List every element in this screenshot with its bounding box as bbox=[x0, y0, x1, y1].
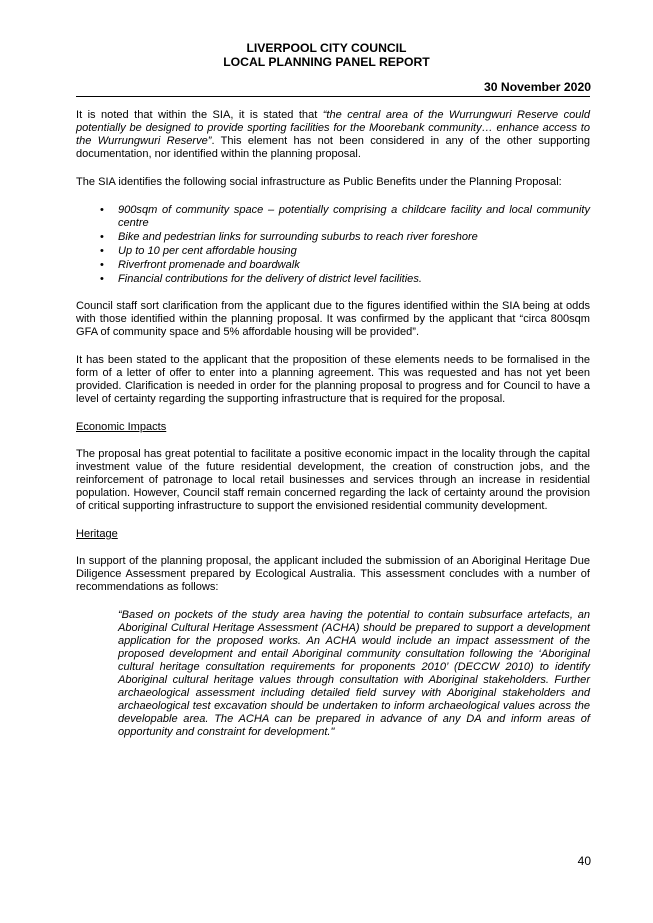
clarification-paragraph: Council staff sort clarification from the applicant due to the figures identified within the SIA being at odds with those identified within the planning proposal. It was confirmed by the applicant that “circa 800sqm GFA of community space and 5% affordable housing will be provided”. bbox=[76, 300, 590, 338]
list-item bbox=[100, 245, 590, 258]
bullet-icon: • bbox=[100, 245, 104, 257]
bullet-icon: • bbox=[100, 273, 104, 285]
list-item-text: Financial contributions for the delivery of district level facilities. bbox=[118, 273, 422, 285]
planning-agreement-paragraph: It has been stated to the applicant that the proposition of these elements needs to be formalised in the form of a letter of offer to enter into a planning agreement. This was requested and has not yet been provided. Clarification is needed in order for the planning proposal to progress and for Council to have a level of certainty regarding the supporting infrastructure that is required for the proposal. bbox=[76, 354, 590, 405]
list-item bbox=[100, 231, 590, 244]
sia-quote-text: “the central area of the Wurrungwuri Reserve could potentially be designed to provide sporting facilities for the Moorebank community… enhance access to the Wurrungwuri Reserve” bbox=[76, 109, 590, 147]
report-title: LOCAL PLANNING PANEL REPORT bbox=[223, 55, 430, 69]
sia-tail-text: . This element has not been considered in any of the other supporting documentation, nor identified within the planning proposal. bbox=[76, 135, 591, 160]
list-item bbox=[100, 259, 590, 272]
public-benefits-list bbox=[76, 204, 590, 286]
sia-sporting-paragraph bbox=[76, 109, 590, 161]
council-name: LIVERPOOL CITY COUNCIL bbox=[246, 41, 407, 55]
heritage-heading: Heritage bbox=[76, 528, 118, 540]
heritage-paragraph: In support of the planning proposal, the applicant included the submission of an Aboriginal Heritage Due Diligence Assessment prepared by Ecological Australia. This assessment concludes with a number of recommendations as follows: bbox=[76, 555, 590, 593]
report-date: 30 November 2020 bbox=[483, 80, 591, 94]
public-benefits-intro: The SIA identifies the following social infrastructure as Public Benefits under the Planning Proposal: bbox=[76, 176, 562, 188]
list-item bbox=[100, 204, 590, 230]
heritage-quote: “Based on pockets of the study area having the potential to contain subsurface artefacts, an Aboriginal Cultural Heritage Assessment (ACHA) should be prepared to support a development application for the proposed works. An ACHA would include an impact assessment of the proposed development and entail Aboriginal community consultation following the ‘Aboriginal cultural heritage consultation requirements for proponents 2010’ (DECCW 2010) to identify Aboriginal cultural heritage values through consultation with Aboriginal stakeholders. Further archaeological assessment including detailed field survey with Aboriginal stakeholders and archaeological test excavation should be undertaken to inform archaeological values across the developable area. The ACHA can be prepared in advance of any DA and inform areas of opportunity and constraint for development." bbox=[118, 609, 590, 738]
bullet-icon: • bbox=[100, 231, 104, 243]
economic-impacts-paragraph: The proposal has great potential to facilitate a positive economic impact in the locality through the capital investment value of the future residential development, the creation of construction jobs, and the reinforcement of patronage to local retail businesses and services through an increase in residential population. However, Council staff remain concerned regarding the lack of certainty around the provision of critical supporting infrastructure to support the envisioned residential community development. bbox=[76, 448, 590, 512]
economic-impacts-heading: Economic Impacts bbox=[76, 421, 167, 433]
list-item-text: Up to 10 per cent affordable housing bbox=[118, 245, 297, 257]
list-item bbox=[100, 273, 590, 286]
report-body bbox=[76, 109, 590, 739]
bullet-icon: • bbox=[100, 204, 104, 216]
page-number: 40 bbox=[577, 854, 591, 868]
list-item-text: Bike and pedestrian links for surrounding suburbs to reach river foreshore bbox=[118, 231, 478, 243]
sia-lead-text: It is noted that within the SIA, it is stated that bbox=[76, 109, 323, 121]
list-item-text: 900sqm of community space – potentially comprising a childcare facility and local community centre bbox=[118, 204, 590, 229]
list-item-text: Riverfront promenade and boardwalk bbox=[118, 259, 300, 271]
header-divider bbox=[76, 96, 590, 97]
bullet-icon: • bbox=[100, 259, 104, 271]
